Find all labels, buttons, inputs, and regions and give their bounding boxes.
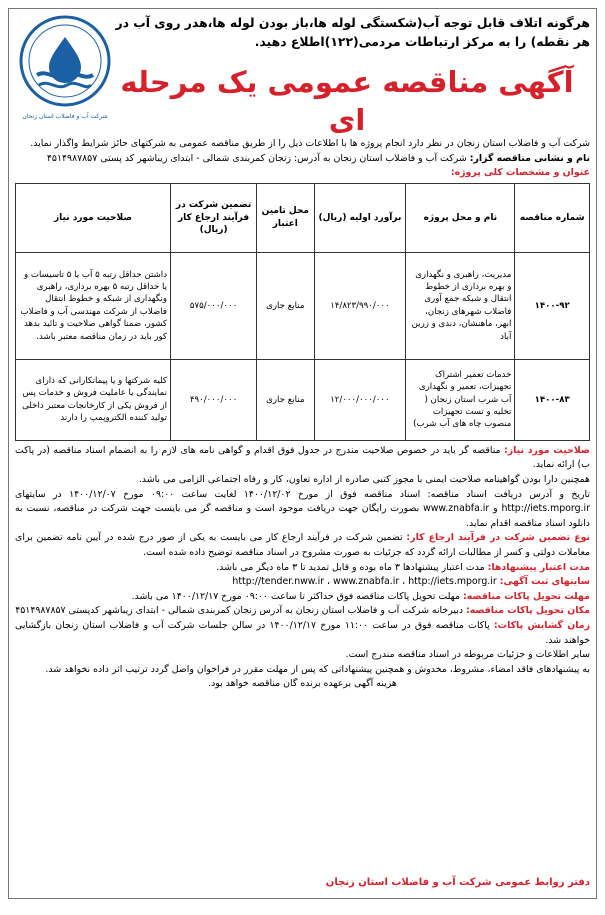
col-guarantee: تضمین شرکت در فرآیند ارجاع کار (ریال): [171, 183, 257, 252]
clause-text: به پیشنهادهای فاقد امضاء، مشروط، مخدوش و همچنین پیشنهاداتی که پس از مهلت مقرر در فراخوان واصل گردد ترتیب اثر داده نخواهد شد.: [45, 663, 590, 675]
clause-text: مهلت تحویل پاکات مناقصه فوق حداکثر تا ساعت ۰۹:۰۰ مورخ ۱۴۰۰/۱۲/۱۷ می باشد.: [131, 590, 461, 602]
col-tender-number: شماره مناقصه: [515, 183, 590, 252]
intro-text: شرکت آب و فاضلاب استان زنجان در نظر دارد انجام پروژه ها با اطلاعات ذیل را از طریق مناقصه عمومی به شرکتهای حائز شرایط واگذار نماید.: [30, 138, 590, 149]
qualification-text: کلیه شرکتها و یا پیمانکارانی که دارای نمایندگی یا عاملیت فروش و خدمات پس از فروش یکی از کارخانجات معتبر داخلی تولید کننده الکتروپمپ را دارند: [16, 359, 171, 440]
clause-text: مناقصه گر باید در خصوص صلاحیت مندرج در جدول فوق اقدام و گواهی نامه های لازم را به انضمام اسناد مناقصه (در پاکت ب) ارائه نماید.: [15, 444, 590, 471]
clauses: [15, 444, 590, 692]
clause-other-info: [15, 648, 590, 663]
specs-label: عنوان و مشخصات کلی پروژه:: [450, 167, 590, 179]
clause-guarantee-type: [15, 531, 590, 560]
clause-text: پاکات مناقصه فوق در ساعت ۱۱:۰۰ مورخ ۱۴۰۰/۱۲/۱۷ در سالن جلسات شرکت آب و فاضلاب استان زنجان بازگشایی خواهند شد.: [15, 619, 590, 646]
water-company-logo: [15, 15, 115, 133]
clause-label: صلاحیت مورد نیاز:: [503, 444, 590, 456]
table-row: [16, 252, 590, 359]
tender-table: [15, 183, 590, 441]
clause-delivery-place: [15, 604, 590, 619]
estimate-value: ۱۲/۰۰۰/۰۰۰/۰۰۰: [314, 359, 406, 440]
clause-text[interactable]: http://tender.nww.ir ، www.znabfa.ir ، http://iets.mporg.ir: [232, 576, 497, 588]
table-header-row: [16, 183, 590, 252]
clause-text: تاریخ و آدرس دریافت اسناد مناقصه: اسناد مناقصه فوق از مورخ ۱۴۰۰/۱۲/۰۲ لغایت ساعت ۰۹:۰۰ مورخ ۱۴۰۰/۱۲/۰۷ در سایتهای http://iets.mporg.ir و www.znabfa.ir بصورت رایگان جهت دریافت موجود است و مناقصه گر می بایست جهت شرکت در مناقصه، نسبت به دانلود اسناد مناقصه اقدام نماید.: [15, 488, 590, 529]
water-loss-notice: هرگونه اتلاف قابل توجه آب(شکستگی لوله ها،باز بودن لوله ها،هدر روی آب در هر نقطه) را به مرکز ارتباطات مردمی(۱۲۲)اطلاع دهید.: [115, 15, 590, 49]
estimate-value: ۱۴/۸۲۳/۹۹۰/۰۰۰: [314, 252, 406, 359]
funding-source: منابع جاری: [257, 252, 314, 359]
clause-text: مدت اعتبار پیشنهادها ۳ ماه بوده و قابل تمدید تا ۳ ماه دیگر می باشد.: [216, 561, 485, 573]
qualification-text: داشتن حداقل رتبه ۵ آب یا ۵ تاسیسات و یا حداقل رتبه ۵ بهره برداری، راهبری ونگهداری از شبکه و خطوط انتقال فاضلاب از شرکت مهندسی آب و فاضلاب کشور، ضمنا گواهی صلاحیت و تائید بدهد کور باید در زمان مناقصه معتبر باشد.: [16, 252, 171, 359]
clause-label: مهلت تحویل پاکات مناقصه:: [463, 590, 590, 602]
col-project: نام و محل پروژه: [406, 183, 515, 252]
clause-label: مکان تحویل پاکات مناقصه:: [465, 605, 590, 617]
signature: دفتر روابط عمومی شرکت آب و فاضلاب استان زنجان: [325, 877, 590, 888]
col-estimate: برآورد اولیه (ریال): [314, 183, 406, 252]
address-text: شرکت آب و فاضلاب استان زنجان به آدرس: زنجان کمربندی شمالی - ابتدای زیباشهر کد پستی ۴۵۱۴۹۸۷۸۵۷: [46, 152, 467, 164]
clause-qualification: [15, 444, 590, 473]
clause-text: تضمین شرکت در فرآیند ارجاع کار می بایست به یکی از صور درج شده در آیین نامه تضمین برای معاملات دولتی و کسر از مطالبات ارائه گردد که جزئیات به صورت مشروح در اسناد مناقصه توضیح داده شده است.: [15, 532, 590, 558]
address-label: نام و نشانی مناقصه گزار:: [469, 152, 590, 164]
tender-number: ۱۴۰۰-۸۳: [515, 359, 590, 440]
clause-text: دبیرخانه شرکت آب و فاضلاب استان زنجان به آدرس زنجان کمربندی شمالی - ابتدای زیباشهر کدپستی ۴۵۱۴۹۸۷۸۵۷: [15, 605, 463, 617]
clause-label: سایتهای ثبت آگهی:: [499, 576, 590, 588]
clause-invalid-bids: [15, 663, 590, 678]
guarantee-value: ۵۷۵/۰۰۰/۰۰۰: [171, 252, 257, 359]
logo-emblem-icon: [19, 15, 111, 107]
funding-source: منابع جاری: [257, 359, 314, 440]
clause-websites: [15, 575, 590, 590]
header: [102, 13, 592, 137]
clause-opening-time: [15, 619, 590, 648]
clause-label: نوع تضمین شرکت در فرآیند ارجاع کار:: [406, 532, 591, 544]
table-row: [16, 359, 590, 440]
clause-text: همچنین دارا بودن گواهینامه صلاحیت ایمنی با مجوز کتبی صادره از اداره تعاون، کار و رفاه اجتماعی الزامی می باشد.: [138, 473, 590, 485]
project-name: خدمات تعمیر اشتراک تجهیزات، تعمیر و نگهداری آب شرب استان زنجان ( تخلیه و تست تجهیزات منصوب چاه های آب شرب): [406, 359, 515, 440]
clause-documents: [15, 488, 590, 532]
logo-caption: شرکت آب و فاضلاب استان زنجان: [22, 113, 108, 120]
tender-notice-page: [8, 8, 597, 899]
guarantee-value: ۴۹۰/۰۰۰/۰۰۰: [171, 359, 257, 440]
page-title: آگهی مناقصه عمومی یک مرحله ای: [120, 65, 574, 137]
tender-address: [15, 152, 590, 167]
clause-validity: [15, 561, 590, 576]
clause-label: مدت اعتبار پیشنهادها:: [487, 561, 590, 573]
col-qualification: صلاحیت مورد نیاز: [16, 183, 171, 252]
notice-body: [15, 137, 590, 692]
clause-deadline: [15, 590, 590, 605]
tender-number: ۱۴۰۰-۹۲: [515, 252, 590, 359]
project-name: مدیریت، راهبری و نگهداری و بهره برداری از خطوط انتقال و شبکه جمع آوری فاضلاب شهرهای زنجان، ابهر، ماهنشان، دندی و زرین آباد: [406, 252, 515, 359]
clause-safety-certificate: [15, 473, 590, 488]
clause-label: زمان گشایش پاکات:: [493, 619, 590, 631]
clause-ad-cost: [15, 677, 590, 692]
clause-text: هزینه آگهی برعهده برنده گان مناقصه خواهد بود.: [208, 678, 397, 690]
clause-text: سایر اطلاعات و جزئیات مربوطه در اسناد مناقصه مندرج است.: [345, 649, 590, 661]
col-funding-source: محل تامین اعتبار: [257, 183, 314, 252]
